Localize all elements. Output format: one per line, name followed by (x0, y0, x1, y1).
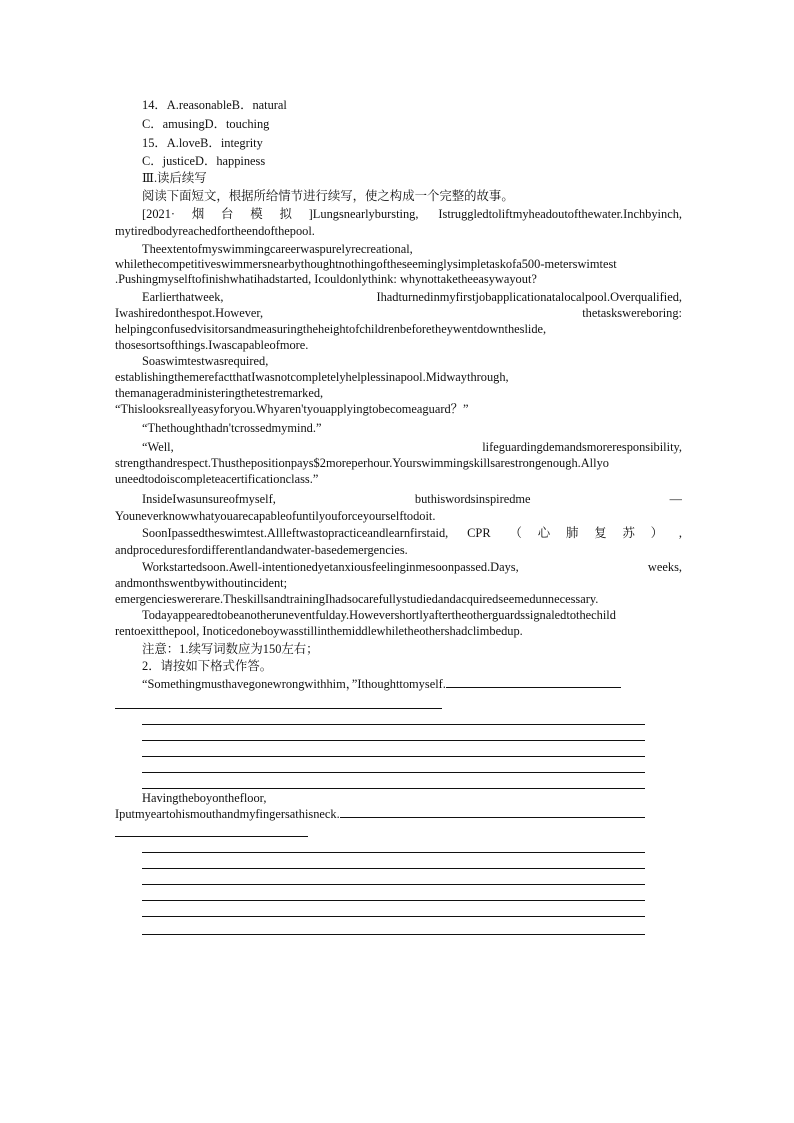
section-instruction: 阅读下面短文，根据所给情节进行续写，使之构成一个完整的故事。 (142, 189, 514, 203)
passage-line: Theextentofmyswimmingcareerwaspurelyrecreational, (142, 242, 413, 256)
section-heading: Ⅲ.读后续写 (142, 171, 207, 185)
passage-line: whilethecompetitiveswimmersnearbythoughtnothingoftheseeminglysimpletaskofa500-meterswimtest (115, 257, 617, 271)
passage-line: Soaswimtestwasrequired, (142, 354, 269, 368)
writing-line[interactable] (115, 836, 308, 837)
passage-line: mytiredbodyreachedfortheendofthepool. (115, 224, 315, 238)
continuation-prompt-2-text: Iputmyeartohismouthandmyfingersathisneck. (115, 807, 340, 821)
passage-line: strengthandrespect.Thusthepositionpays$2moreperhour.Yourswimmingskillsarestrongenough.Allyo (115, 456, 609, 470)
passage-line: SoonIpassedtheswimtest.Allleftwastopracticeandlearnfirstaid, CPR （心肺复苏）, (142, 526, 682, 540)
writing-line[interactable] (142, 900, 645, 901)
passage-line: “Well, lifeguardingdemandsmoreresponsibility, (142, 440, 682, 454)
passage-line: Iwashiredonthespot.However, thetaskswereboring: (115, 306, 682, 320)
writing-line[interactable] (142, 740, 645, 741)
writing-line[interactable] (142, 916, 645, 917)
passage-line: andmonthswentbywithoutincident; (115, 576, 288, 590)
passage-line: helpingconfusedvisitorsandmeasuringtheheightofchildrenbeforetheywentdowntheslide, (115, 322, 547, 336)
passage-line: thosesortsofthings.Iwascapableofmore. (115, 338, 309, 352)
writing-line[interactable] (142, 756, 645, 757)
passage-line: andproceduresfordifferentlandandwater-basedemergencies. (115, 543, 408, 557)
passage-line: uneedtodoiscompleteacertificationclass.” (115, 472, 319, 486)
passage-line: Workstartedsoon.Awell-intentionedyetanxiousfeelinginmesoonpassed.Days, weeks, (142, 560, 682, 574)
writing-line[interactable] (142, 772, 645, 773)
writing-line[interactable] (142, 788, 645, 789)
passage-line: Todayappearedtobeanotheruneventfulday.Howevershortlyaftertheotherguardssignaledtothechild (142, 608, 616, 622)
passage-line: Earlierthatweek, Ihadturnedinmyfirstjobapplicationatalocalpool.Overqualified, (142, 290, 682, 304)
passage-line: themanageradministeringthetestremarked, (115, 386, 324, 400)
continuation-prompt-2 (115, 807, 645, 822)
passage-line: rentoexitthepool, Inoticedoneboywasstillinthemiddlewhiletheothershadclimbedup. (115, 624, 523, 638)
writing-line[interactable] (142, 852, 645, 853)
question-14-options: C．amusingD．touching (142, 117, 270, 131)
continuation-prompt-1-text: “Somethingmusthavegonewrongwithhim，”Ithoughttomyself. (142, 677, 446, 691)
writing-line[interactable] (142, 934, 645, 935)
question-14: 14．A.reasonableB．natural (142, 98, 287, 112)
passage-line: “Thethoughthadn'tcrossedmymind.” (142, 421, 322, 435)
passage-line: Youneverknowwhatyouarecapableofuntilyouforceyourselftodoit. (115, 509, 436, 523)
question-15-options: C．justiceD．happiness (142, 154, 266, 168)
continuation-prompt-1 (142, 677, 621, 692)
question-15: 15．A.loveB．integrity (142, 136, 263, 150)
passage-line: emergencieswererare.TheskillsandtrainingIhadsocarefullystudiedandacquiredseemedunnecessary. (115, 592, 599, 606)
writing-line[interactable] (142, 724, 645, 725)
passage-line: InsideIwasunsureofmyself, buthiswordsinspiredme — (142, 492, 682, 506)
writing-line[interactable] (142, 868, 645, 869)
passage-line: establishingthemerefactthatIwasnotcompletelyhelplessinapool.Midwaythrough, (115, 370, 509, 384)
writing-blank[interactable] (446, 687, 621, 688)
writing-blank[interactable] (340, 817, 645, 818)
continuation-prompt-2a: Havingtheboyonthefloor, (142, 791, 267, 805)
writing-line[interactable] (142, 884, 645, 885)
passage-line: [2021·烟台模拟]Lungsnearlybursting, Istruggledtoliftmyheadoutofthewater.Inchbyinch, (142, 207, 682, 221)
writing-line[interactable] (115, 708, 442, 709)
passage-line: “Thislooksreallyeasyforyou.Whyaren'tyouapplyingtobecomeaguard？” (115, 402, 469, 416)
note-format: 2．请按如下格式作答。 (142, 659, 273, 673)
note-word-count: 注意：1.续写词数应为150左右； (142, 642, 319, 656)
passage-line: .Pushingmyselftofinishwhatihadstarted, Icouldonlythink: whynottaketheeasywayout? (115, 272, 537, 286)
